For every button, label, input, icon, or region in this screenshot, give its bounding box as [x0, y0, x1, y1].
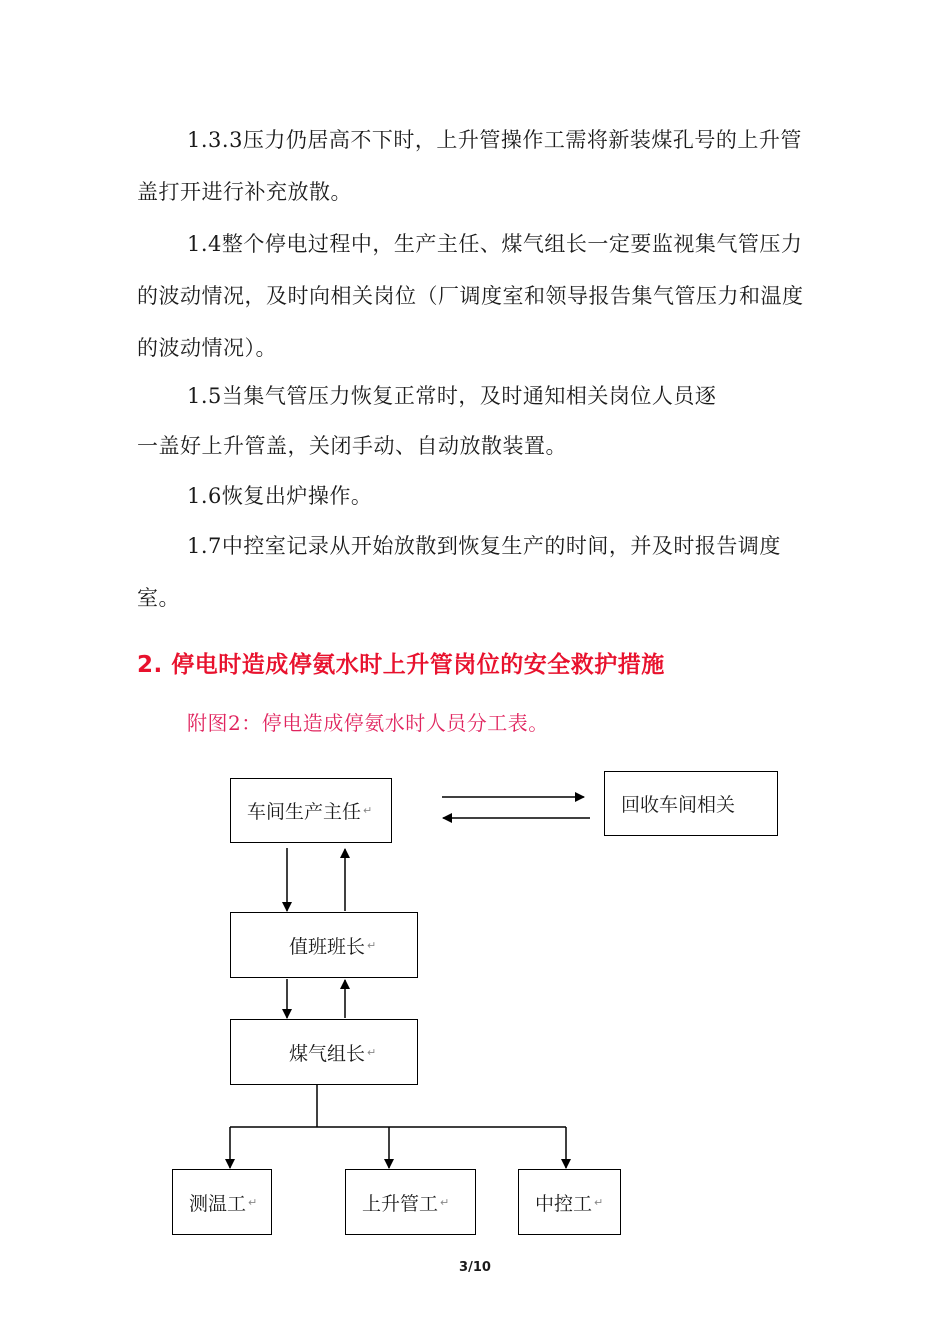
section-heading: 2. 停电时造成停氨水时上升管岗位的安全救护措施: [137, 652, 665, 678]
return-mark-icon: ↵: [363, 804, 373, 817]
paragraph-1-4: 1.4整个停电过程中，生产主任、煤气组长一定要监视集气管压力的波动情况，及时向相关岗位（厂调度室和领导报告集气管压力和温度的波动情况）。: [137, 232, 804, 360]
return-mark-icon: ↵: [440, 1195, 450, 1209]
paragraph-1-3-3: 1.3.3压力仍居高不下时，上升管操作工需将新装煤孔号的上升管盖打开进行补充放散。: [137, 128, 802, 204]
paragraph-1-7: 1.7中控室记录从开始放散到恢复生产的时间，并及时报告调度室。: [137, 534, 781, 610]
temp-worker-label: 测温工: [189, 1192, 247, 1215]
recovery-label: 回收车间相关: [621, 794, 736, 816]
riser-worker-box: [345, 1169, 476, 1235]
paragraph-1-6: 1.6恢复出炉操作。: [187, 484, 373, 508]
return-mark-icon: ↵: [248, 1195, 258, 1209]
page-number: 3/10: [459, 1260, 491, 1275]
paragraph-1-5-continued: 一盖好上升管盖，关闭手动、自动放散装置。: [137, 434, 567, 458]
paragraph-1-5: 1.5当集气管压力恢复正常时，及时通知相关岗位人员逐: [187, 384, 717, 408]
gas-leader-label: 煤气组长: [289, 1042, 366, 1065]
control-worker-box: [518, 1169, 621, 1235]
riser-worker-label: 上升管工: [362, 1192, 439, 1215]
director-label: 车间生产主任: [247, 801, 362, 823]
recovery-box: [604, 771, 778, 836]
temp-worker-box: [172, 1169, 272, 1235]
figure-caption: 附图2：停电造成停氨水时人员分工表。: [187, 711, 549, 735]
shift-leader-box: [230, 912, 418, 978]
director-box: [230, 778, 392, 843]
control-worker-label: 中控工: [535, 1192, 593, 1215]
return-mark-icon: ↵: [367, 938, 377, 952]
return-mark-icon: ↵: [367, 1045, 377, 1059]
shift-leader-label: 值班班长: [289, 935, 366, 958]
return-mark-icon: ↵: [594, 1195, 604, 1209]
gas-leader-box: [230, 1019, 418, 1085]
